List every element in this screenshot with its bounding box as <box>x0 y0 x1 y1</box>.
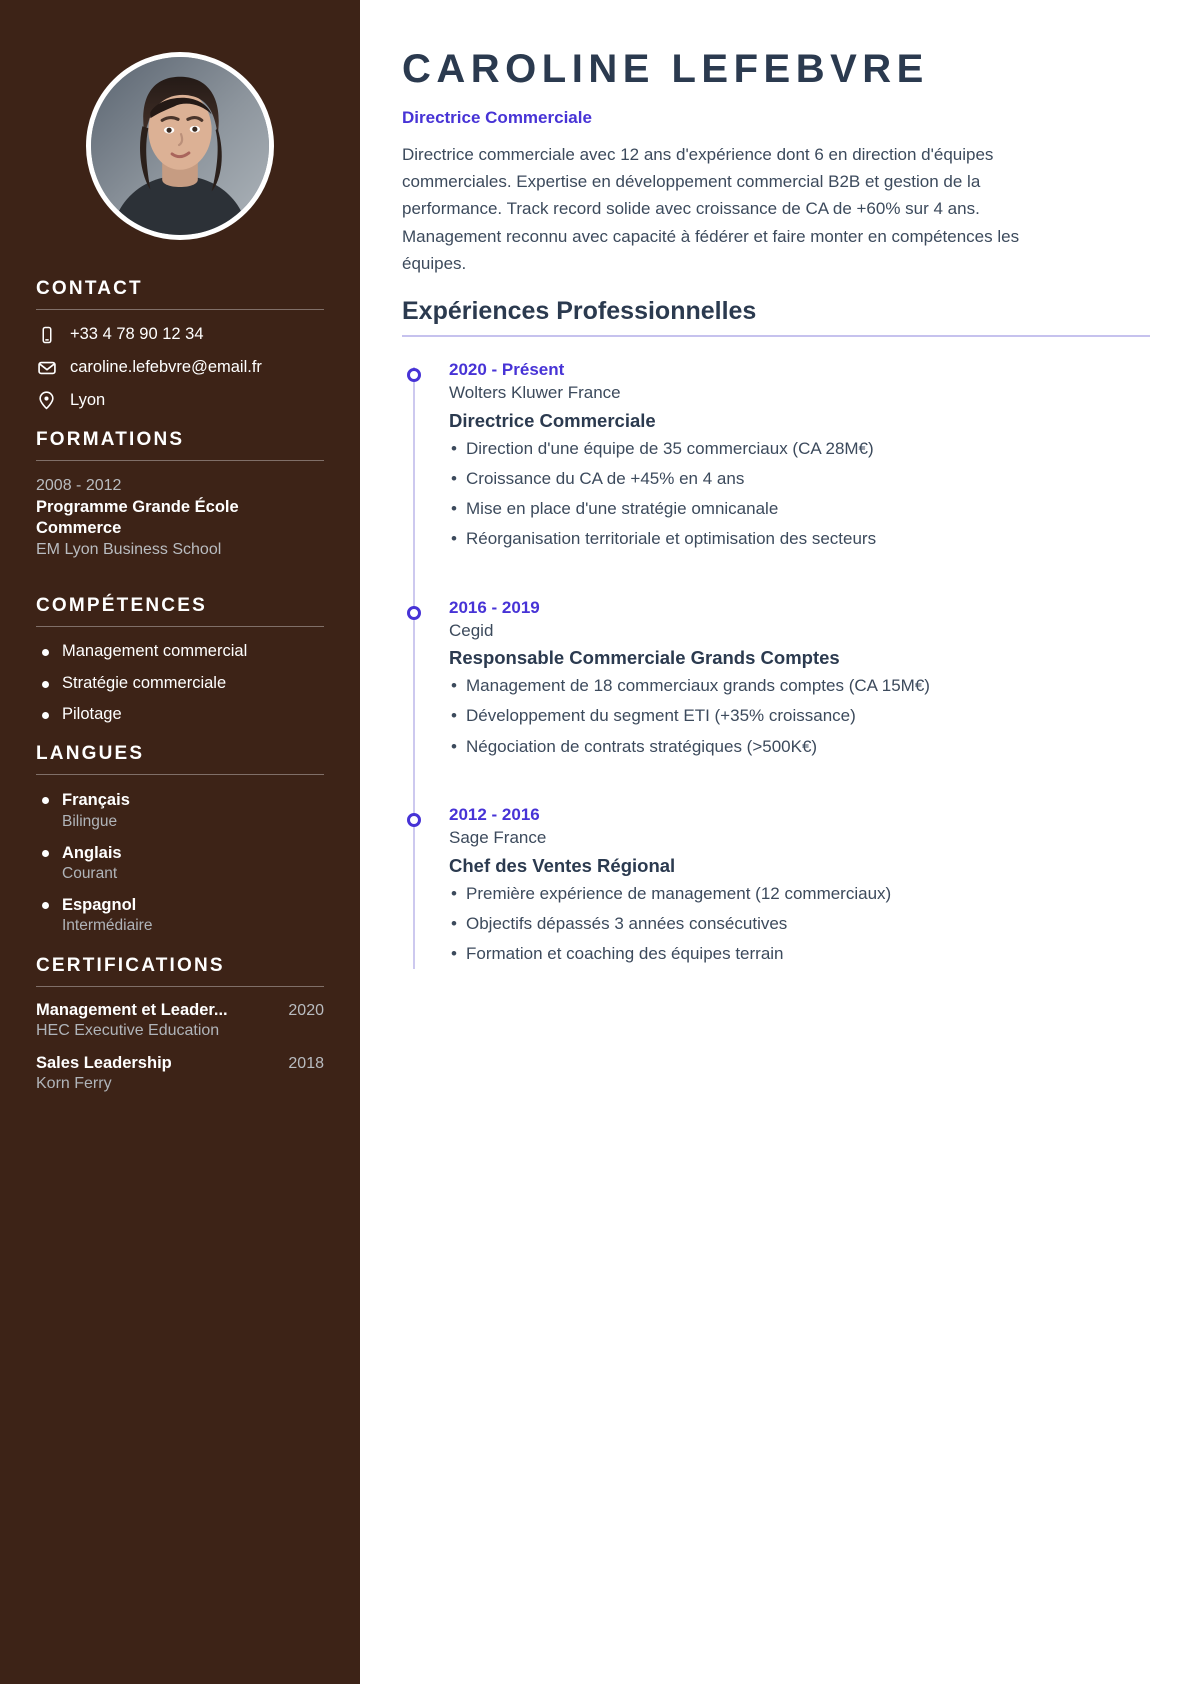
experience-item <box>430 804 1150 969</box>
section-divider <box>402 335 1150 337</box>
certifications-heading: CERTIFICATIONS <box>36 954 225 976</box>
list-item <box>36 894 324 937</box>
list-item: Management commercial <box>36 641 324 662</box>
contact-heading: CONTACT <box>36 278 143 299</box>
avatar <box>86 52 274 240</box>
list-item <box>36 789 324 832</box>
langues-heading: LANGUES <box>36 743 145 765</box>
contact-email-value: caroline.lefebvre@email.fr <box>70 358 262 376</box>
timeline-dot-icon <box>407 606 421 620</box>
language-name: Anglais <box>62 843 122 862</box>
phone-icon <box>36 324 57 345</box>
language-level: Intermédiaire <box>62 917 153 935</box>
experience-bullets <box>449 434 1150 555</box>
list-item: • Première expérience de management (12 commerciaux) <box>449 879 1150 909</box>
education-degree: Programme Grande École Commerce <box>36 497 239 538</box>
education-dates: 2008 - 2012 <box>36 477 122 494</box>
list-item <box>36 842 324 885</box>
experience-bullets <box>449 671 1150 762</box>
contact-phone[interactable] <box>36 324 324 345</box>
contact-location[interactable] <box>36 390 324 411</box>
experience-dates: 2020 - Présent <box>449 359 565 379</box>
experience-company: Wolters Kluwer France <box>449 383 621 403</box>
timeline-dot-icon <box>407 813 421 827</box>
experience-section-title: Expériences Professionnelles <box>402 296 757 325</box>
contact-location-value: Lyon <box>70 391 106 409</box>
experience-timeline <box>402 359 1150 969</box>
experience-company: Sage France <box>449 828 547 848</box>
timeline-dot-icon <box>407 368 421 382</box>
page-title: CAROLINE LEFEBVRE <box>402 47 929 91</box>
certification-item <box>36 1001 324 1040</box>
profile-summary: Directrice commerciale avec 12 ans d'expérience dont 6 en direction d'équipes commerciales. Expertise en développement commercial B2B et gestion de la performance. Track record solide avec croissance de CA de +60% sur 4 ans. Management reconnu avec capacité à fédérer et faire monter en compétences les équipes. <box>402 145 1020 273</box>
location-pin-icon <box>36 390 57 411</box>
language-level: Bilingue <box>62 812 118 830</box>
divider <box>36 460 324 461</box>
certification-name: Management et Leader... <box>36 1000 228 1019</box>
experience-dates: 2012 - 2016 <box>449 804 540 824</box>
experience-item <box>430 597 1150 762</box>
list-item: • Mise en place d'une stratégie omnicanale <box>449 494 1150 524</box>
certification-header <box>36 1001 324 1020</box>
divider <box>36 986 324 987</box>
list-item: • Management de 18 commerciaux grands comptes (CA 15M€) <box>449 671 1150 701</box>
certification-issuer: Korn Ferry <box>36 1074 112 1092</box>
education-school: EM Lyon Business School <box>36 541 222 559</box>
contact-section <box>0 278 360 411</box>
certifications-section <box>0 955 360 1093</box>
list-item: • Formation et coaching des équipes terrain <box>449 939 1150 969</box>
certification-item <box>36 1054 324 1093</box>
divider <box>36 309 324 310</box>
education-item <box>36 475 324 561</box>
list-item: • Croissance du CA de +45% en 4 ans <box>449 464 1150 494</box>
divider <box>36 626 324 627</box>
language-level: Courant <box>62 864 118 882</box>
langues-section <box>0 743 360 937</box>
sidebar <box>0 0 360 1684</box>
avatar-container <box>0 0 360 260</box>
experience-title: Responsable Commerciale Grands Comptes <box>449 647 840 669</box>
list-item: Pilotage <box>36 704 324 725</box>
list-item: • Développement du segment ETI (+35% croissance) <box>449 701 1150 731</box>
certification-name: Sales Leadership <box>36 1053 172 1072</box>
certification-year: 2020 <box>288 1001 324 1019</box>
language-name: Français <box>62 791 130 810</box>
contact-email[interactable] <box>36 357 324 378</box>
skills-list <box>36 641 324 725</box>
certification-year: 2018 <box>288 1054 324 1072</box>
languages-list <box>36 789 324 937</box>
list-item: • Négociation de contrats stratégiques (>500K€) <box>449 732 1150 762</box>
experience-company: Cegid <box>449 620 494 640</box>
experience-title: Chef des Ventes Régional <box>449 854 676 876</box>
formations-heading: FORMATIONS <box>36 429 185 450</box>
certification-issuer: HEC Executive Education <box>36 1021 220 1039</box>
experience-title: Directrice Commerciale <box>449 409 656 431</box>
list-item: • Objectifs dépassés 3 années consécutives <box>449 909 1150 939</box>
list-item: • Réorganisation territoriale et optimisation des secteurs <box>449 524 1150 554</box>
certification-header <box>36 1054 324 1073</box>
experience-item <box>430 359 1150 555</box>
list-item: Stratégie commerciale <box>36 673 324 694</box>
contact-phone-value: +33 4 78 90 12 34 <box>70 325 204 343</box>
experience-bullets <box>449 879 1150 970</box>
experience-dates: 2016 - 2019 <box>449 597 540 617</box>
job-role-subtitle: Directrice Commerciale <box>402 108 592 127</box>
competences-heading: COMPÉTENCES <box>36 595 207 617</box>
divider <box>36 774 324 775</box>
envelope-icon <box>36 357 57 378</box>
list-item: • Direction d'une équipe de 35 commerciaux (CA 28M€) <box>449 434 1150 464</box>
formations-section <box>0 429 360 561</box>
main-content <box>360 0 1190 1684</box>
competences-section <box>0 595 360 725</box>
language-name: Espagnol <box>62 895 137 914</box>
